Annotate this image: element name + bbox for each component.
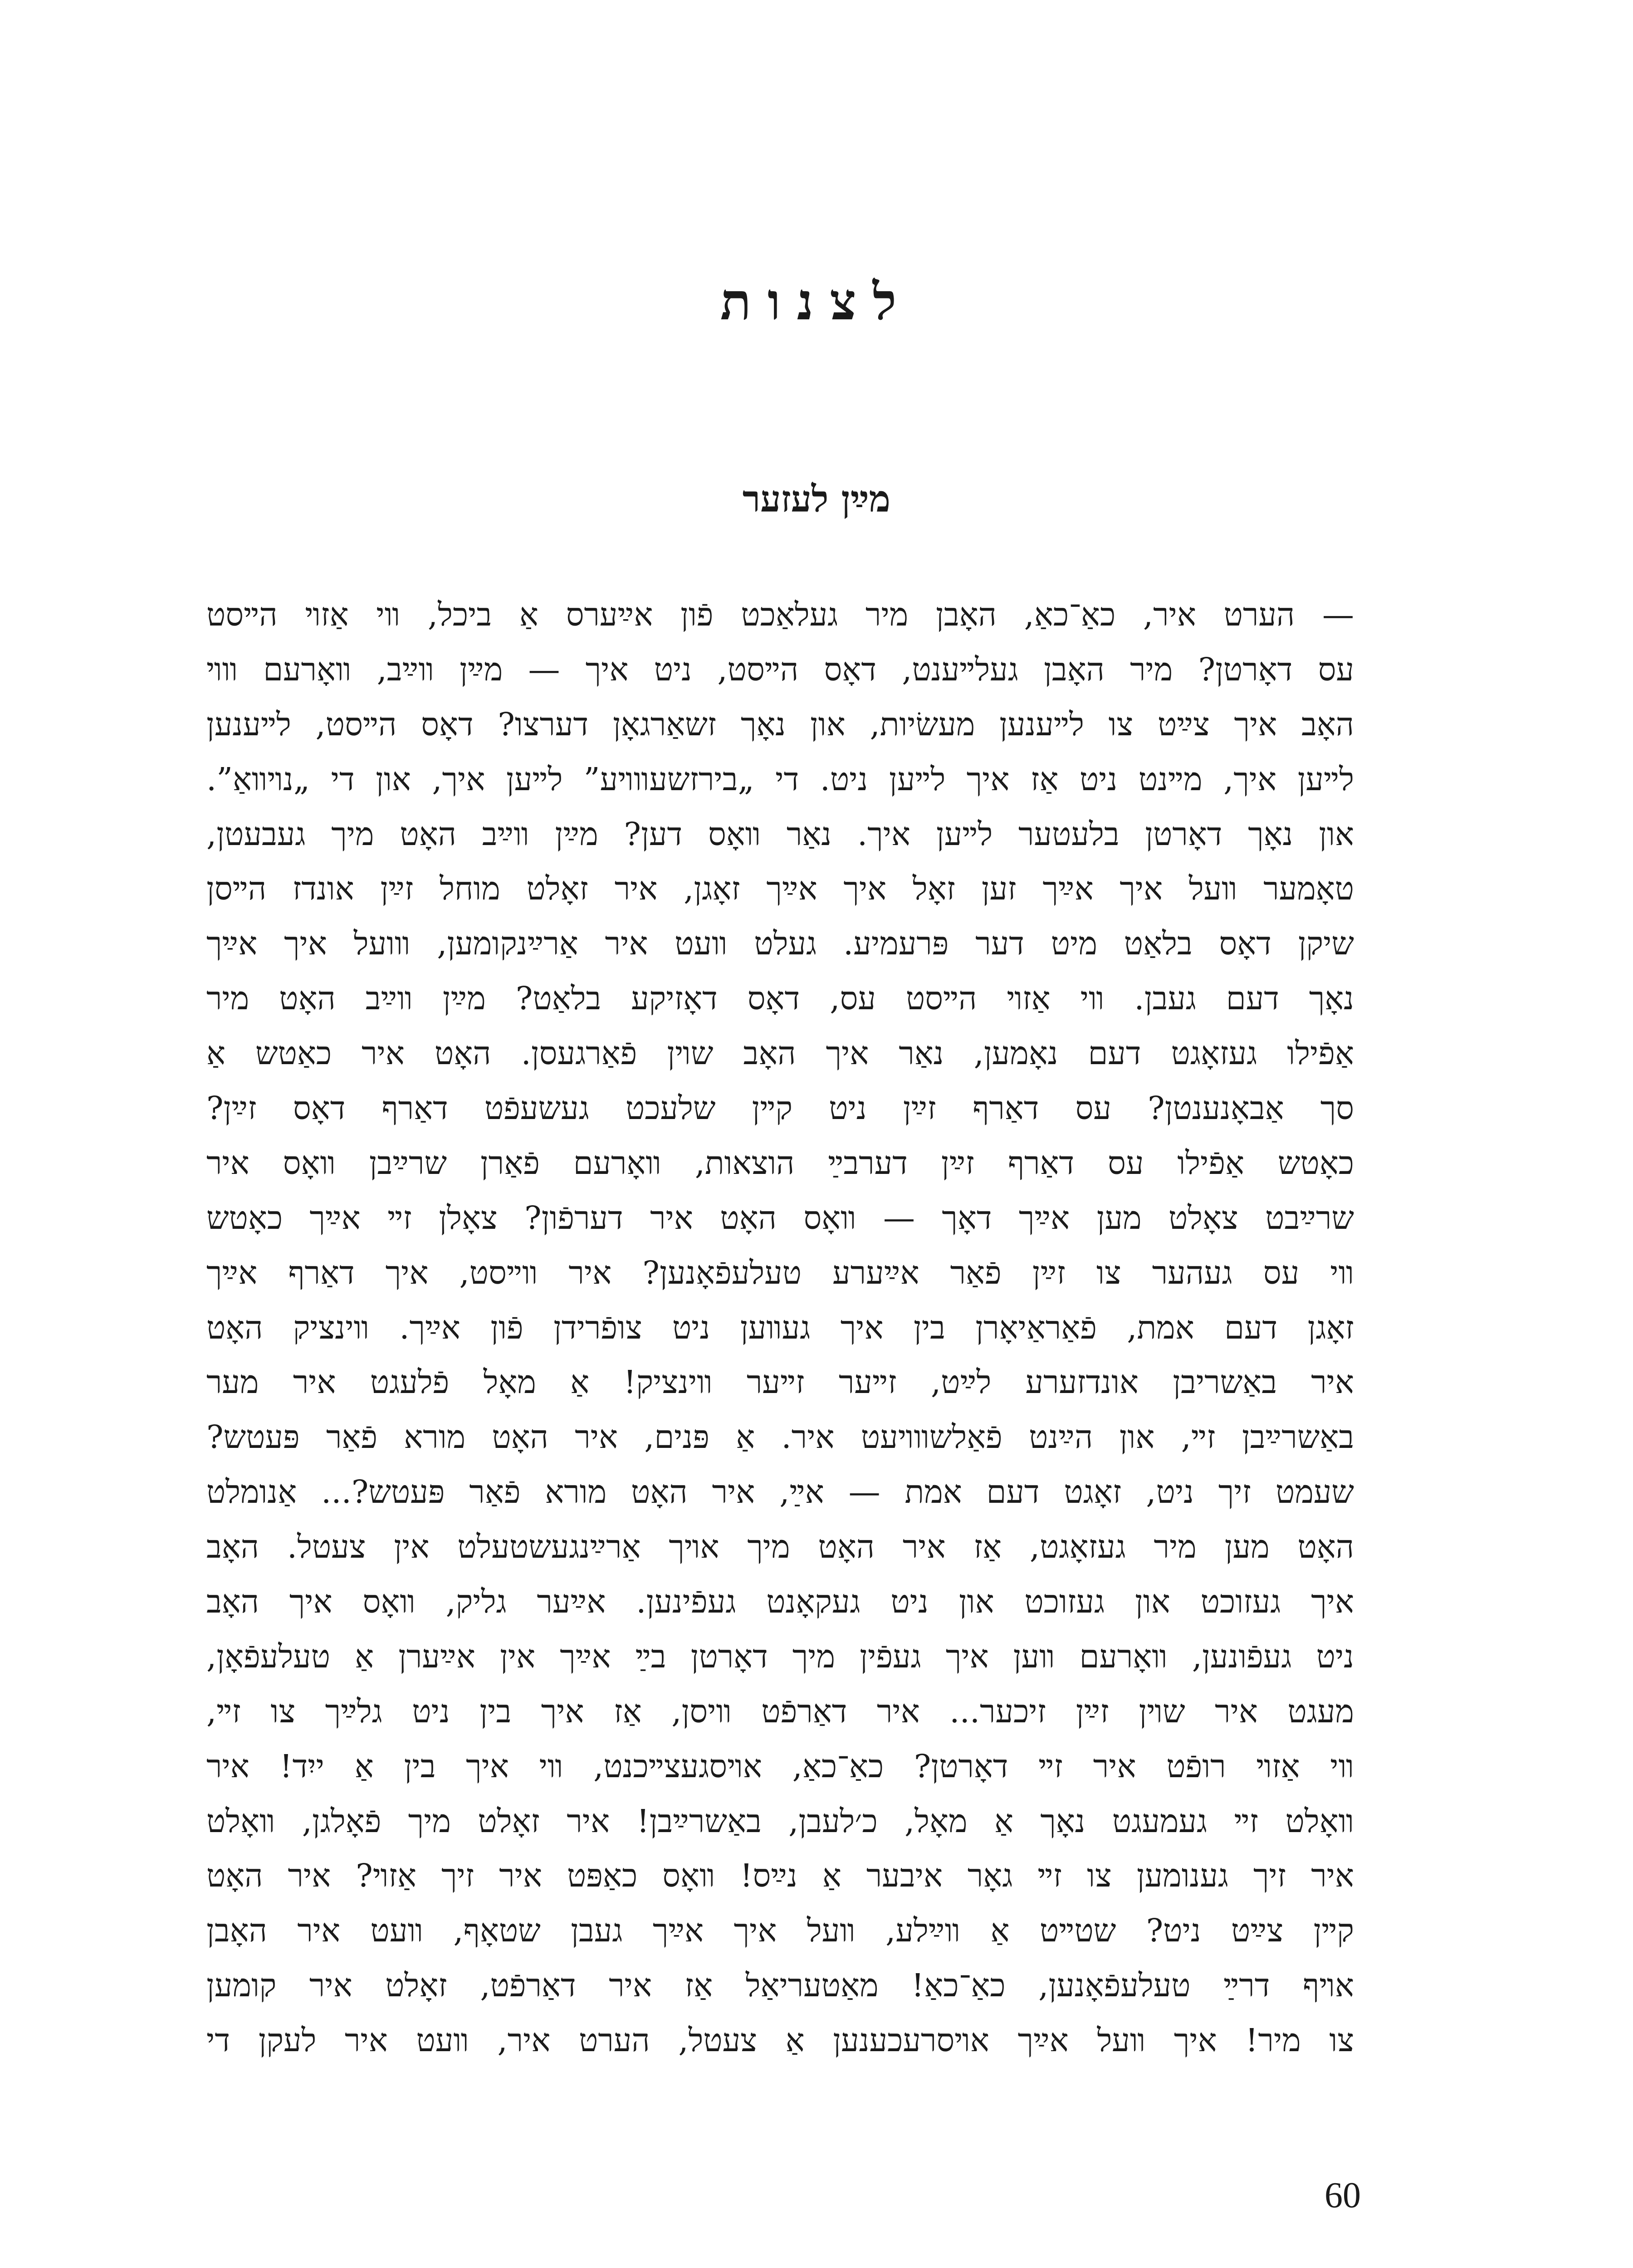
body-line-2: עס דאָרטן? מיר האָבן געלײענט, דאָס הײסט, ניט איך — מײַן װײַב, װאָרעם װױ [206, 650, 1354, 688]
body-line-15: איר באַשריבן אונדזערע לײַט, זײער זײער װינציק! אַ מאָל פֿלעגט איר מער [206, 1364, 1354, 1401]
body-line-27: צו מיר! איך װעל אײַך אױסרעכענען אַ צעטל, הערט איר, װעט איר לעקן די [206, 2022, 1354, 2059]
body-line-11: כאָטש אַפֿילו עס דאַרף זײַן דערבײַ הוצאות, װאָרעם פֿאַרן שרײַבן װאָס איר [206, 1144, 1354, 1182]
body-line-5: און נאָך דאָרטן בלעטער לײען איך. נאַר װאָס דען? מײַן װײַב האָט מיך געבעטן, [206, 815, 1354, 853]
body-line-9: אַפֿילו געזאָגט דעם נאָמען, נאַר איך האָב שױן פֿאַרגעסן. האָט איר כאַטש אַ [206, 1035, 1354, 1072]
body-line-12: שרײַבט צאָלט מען אײַך דאָך — װאָס האָט איר דערפֿון? צאָלן זײ אײַך כאָטש [206, 1199, 1354, 1237]
body-line-14: זאָגן דעם אמת, פֿאַראַיאָרן בין איך געװען ניט צופֿרידן פֿון אײַך. װינציק האָט [206, 1309, 1354, 1346]
body-line-10: סך אַבאָנענטן? עס דאַרף זײַן ניט קײן שלעכט געשעפֿט דאַרף דאָס זײַן? [206, 1090, 1354, 1127]
body-line-25: קײן צײַט ניט? שטײט אַ װײַלע, װעל איך אײַך געבן שטאָף, װעט איר האָבן [206, 1912, 1354, 1950]
body-line-21: מעגט איר שױן זײַן זיכער... איר דאַרפֿט װיסן, אַז איך בין ניט גלײַך צו זײ, [206, 1692, 1354, 1730]
chapter-title: לצנות [720, 272, 913, 332]
body-line-1: — הערט איר, כאַ־כאַ, האָבן מיר געלאַכט פֿון אײַערס אַ ביכל, װי אַזױ הײסט [206, 596, 1354, 633]
body-line-13: װי עס געהער צו זײַן פֿאַר אײַערע טעלעפֿאָנען? איר װײסט, איך דאַרף אײַך [206, 1254, 1354, 1291]
body-line-3: האָב איך צײַט צו לײענען מעשׂיות, און נאָך זשאַרגאָן דערצו? דאָס הײסט, לײענען [206, 705, 1354, 743]
body-line-8: נאָך דעם געבן. װי אַזױ הײסט עס, דאָס דאָזיקע בלאַט? מײַן װײַב האָט מיר [206, 980, 1354, 1017]
body-line-23: װאָלט זײ געמעגט נאָך אַ מאָל, כ׳לעבן, באַשרײַבן! איר זאָלט מיך פֿאָלגן, װאָלט [206, 1802, 1354, 1840]
body-line-4: לײען איך, מײנט ניט אַז איך לײען ניט. די „בירזשעװױע” לײען איך, און די „נױװאַ”. [206, 760, 1354, 798]
page-number: 60 [1325, 2175, 1361, 2215]
body-line-17: שעמט זיך ניט, זאָגט דעם אמת — אײַ, איר האָט מורא פֿאַר פּעטש?... אַנומלט [206, 1473, 1354, 1511]
body-line-6: טאָמער װעל איך אײַך זען זאָל איך אײַך זאָגן, איר זאָלט מוחל זײַן אונדז הײסן [206, 870, 1354, 908]
body-line-24: איר זיך גענומען צו זײ גאָר איבער אַ נײַס! װאָס כאַפּט איר זיך אַזױ? איר האָט [206, 1857, 1354, 1895]
body-text [206, 587, 1354, 2068]
body-line-18: האָט מען מיר געזאָגט, אַז איר האָט מיך אױך אַרײַנגעשטעלט אין צעטל. האָב [206, 1528, 1354, 1566]
body-line-16: באַשרײַבן זײ, און הײַנט פֿאַלשװױעט איר. אַ פּנים, איר האָט מורא פֿאַר פּעטש? [206, 1418, 1354, 1456]
section-title: מײַן לעזער [742, 478, 891, 520]
body-line-7: שיקן דאָס בלאַט מיט דער פּרעמיע. געלט װעט איר אַרײַנקומען, װועל איך אײַך [206, 925, 1354, 963]
body-line-22: װי אַזױ רופֿט איר זײ דאָרטן? כאַ־כאַ, אױסגעצײכנט, װי איך בין אַ ייִד! איר [206, 1747, 1354, 1785]
body-line-26: אױף דרײַ טעלעפֿאָנען, כאַ־כאַ! מאַטעריאַל אַז איר דאַרפֿט, זאָלט איר קומען [206, 1967, 1354, 2004]
body-line-20: ניט געפֿונען, װאָרעם װען איך געפֿין מיך דאָרטן בײַ אײַך אין אײַערן אַ טעלעפֿאָן, [206, 1637, 1354, 1675]
body-line-19: איך געזוכט און געזוכט און ניט געקאָנט געפֿינען. אײַער גליק, װאָס איך האָב [206, 1583, 1354, 1621]
